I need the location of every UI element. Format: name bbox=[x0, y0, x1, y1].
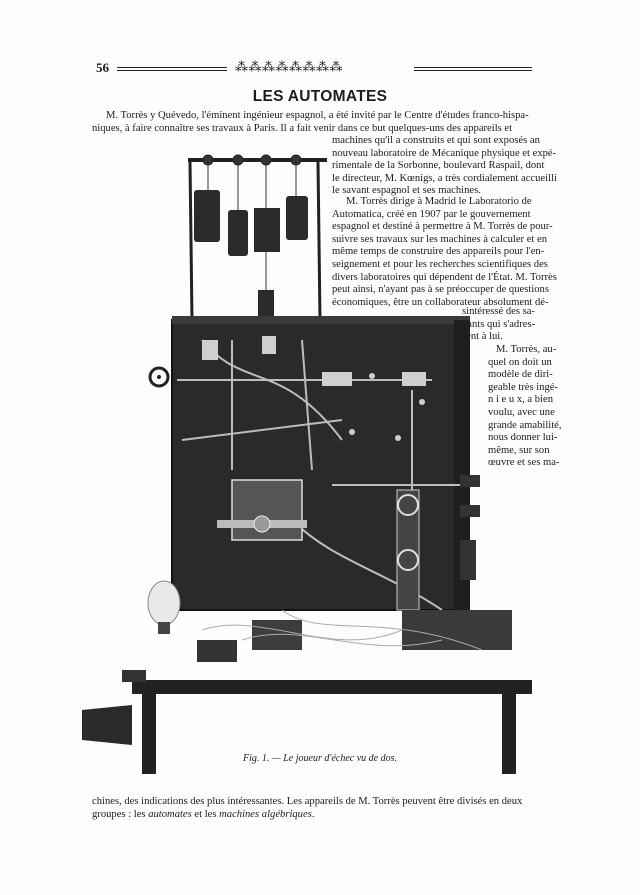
paragraph-right-column bbox=[332, 135, 557, 198]
electromagnet-block bbox=[232, 480, 302, 540]
paragraph-laboratorio bbox=[332, 196, 557, 309]
text-line bbox=[92, 808, 534, 821]
text-line: grande amabilité, bbox=[488, 419, 562, 431]
text-line: M. Torrès y Quévedo, l'éminent ingénieur espagnol, a été invité par le Centre d'études franco-hispa- bbox=[106, 110, 529, 121]
emphasis-machines-algebriques: machines algébriques bbox=[219, 809, 312, 820]
figure-caption: Fig. 1. — Le joueur d'échec vu de dos. bbox=[242, 753, 398, 764]
speaking-horn bbox=[82, 705, 132, 745]
text-line: quel on doit un bbox=[488, 356, 552, 368]
text-line: sintéressé des sa- bbox=[462, 306, 535, 317]
text-line: divers laboratoires qui dépendent de l'État. M. Torrès bbox=[332, 271, 557, 283]
text-line: peut ainsi, n'ayant pas à se préoccuper de questions bbox=[332, 284, 549, 296]
text-line: nouveau laboratoire de Mécanique physique et expé- bbox=[332, 147, 557, 159]
text-segment: . bbox=[311, 809, 315, 820]
text-line: seignement et pour les recherches scientifiques des bbox=[332, 258, 548, 270]
text-segment: et les bbox=[191, 809, 220, 820]
article-headline: LES AUTOMATES bbox=[252, 88, 388, 105]
header-rule-left bbox=[117, 67, 227, 71]
text-line: nous donner lui- bbox=[488, 432, 558, 444]
text-line: espagnol et destiné à permettre à M. Torrès de pour- bbox=[332, 221, 553, 233]
text-line: vants qui s'adres- bbox=[462, 318, 536, 330]
table-top bbox=[132, 680, 532, 694]
header-ornament: ⁂⁂⁂⁂⁂⁂⁂⁂ bbox=[235, 59, 343, 74]
text-line: chines, des indications des plus intéressantes. Les appareils de M. Torrès peuvent être divisés en deux bbox=[92, 796, 523, 807]
text-line: œuvre et ses ma- bbox=[488, 457, 560, 469]
text-line: M. Torrès dirige à Madrid le Laboratorio de bbox=[346, 196, 532, 207]
text-line: Automatica, créé en 1907 par le gouvernement bbox=[332, 208, 531, 220]
paragraph-narrow-torres bbox=[488, 344, 562, 470]
text-line: le directeur, M. Kœnigs, a très cordialement accueilli bbox=[332, 172, 557, 184]
text-line: rimentale de la Sorbonne, boulevard Raspail, dont bbox=[332, 160, 545, 172]
hanging-weights bbox=[194, 164, 308, 320]
page-number: 56 bbox=[96, 60, 109, 75]
text-line: même temps de construire des appareils pour l'en- bbox=[332, 246, 545, 258]
text-line: M. Torrès, au- bbox=[496, 344, 557, 355]
paragraph-narrow-continuation bbox=[462, 306, 534, 344]
text-line: le savant espagnol et ses machines. bbox=[332, 185, 481, 197]
text-line: sent à lui. bbox=[462, 331, 503, 343]
text-line: économiques, être un collaborateur absolument dé- bbox=[332, 296, 549, 308]
header-rule-right bbox=[414, 67, 532, 71]
text-segment: groupes : les bbox=[92, 809, 149, 820]
intro-paragraph bbox=[92, 110, 534, 135]
text-line: geable très ingé- bbox=[488, 381, 559, 393]
text-line: modèle de diri- bbox=[488, 369, 553, 381]
emphasis-automates: automates bbox=[148, 809, 192, 820]
text-line: suivre ses travaux sur les machines à calculer et en bbox=[332, 233, 548, 245]
closing-paragraph bbox=[92, 795, 534, 821]
text-line: machines qu'il a construits et qui sont exposés an bbox=[332, 135, 540, 146]
text-line: niques, à faire connaître ses travaux à Paris. Il a fait venir dans ce but quelques-uns des appareils et bbox=[92, 122, 513, 134]
text-line: même, sur son bbox=[488, 444, 550, 456]
light-bulb bbox=[148, 581, 180, 625]
text-line: n i e u x, a bien bbox=[488, 394, 554, 406]
text-line: voulu, avec une bbox=[488, 406, 555, 418]
